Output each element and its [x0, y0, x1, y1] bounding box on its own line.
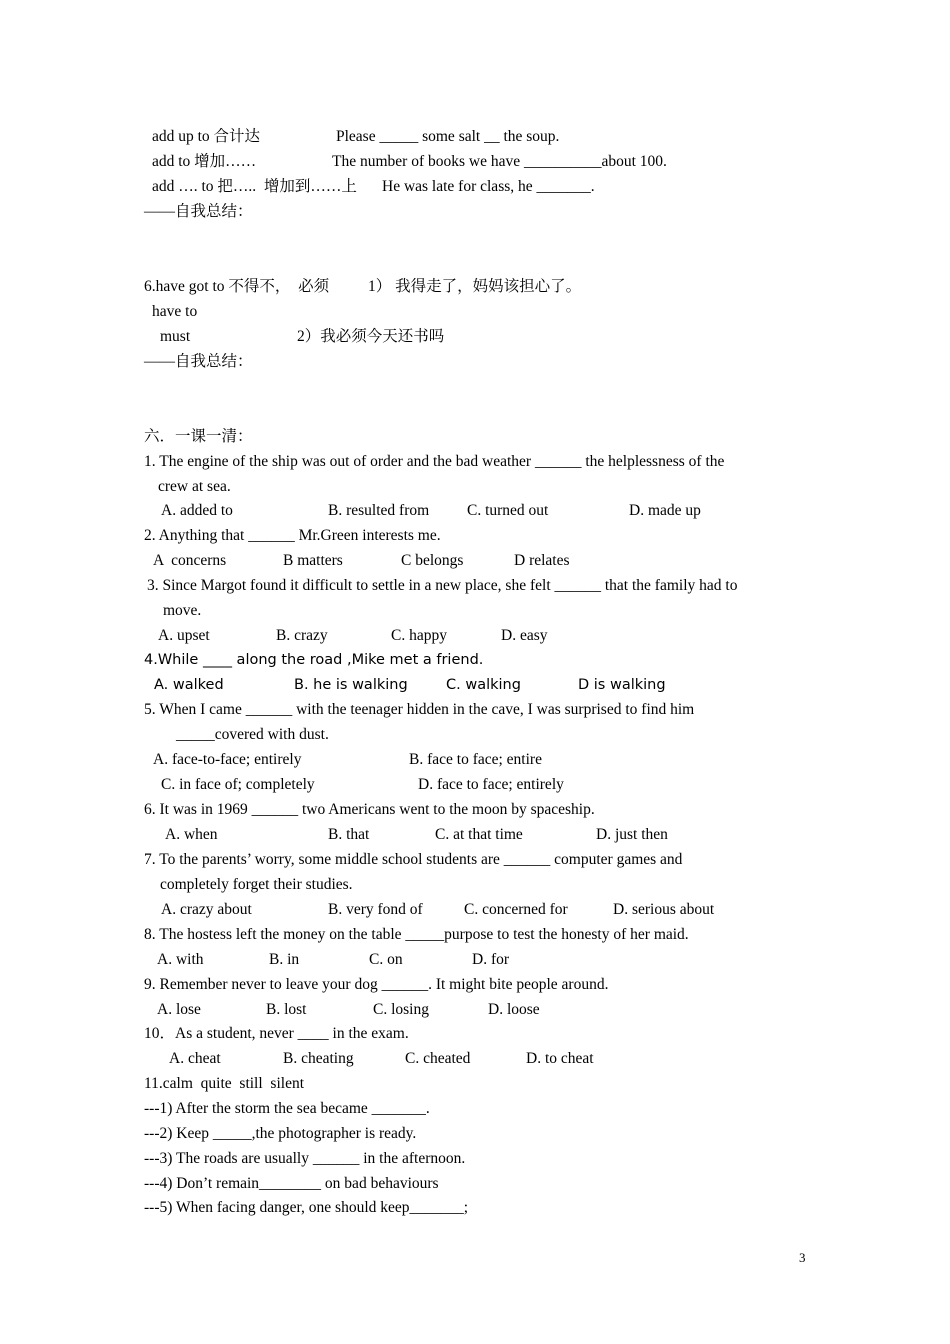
q11-item-4: ---4) Don’t remain________ on bad behaviours: [144, 1175, 439, 1192]
page-number: 3: [799, 1250, 806, 1265]
example-add-to: The number of books we have __________about 100.: [332, 153, 667, 170]
q6-option-a: A. when: [165, 826, 218, 843]
q4-option-d: D is walking: [578, 677, 666, 693]
q5-option-c: C. in face of; completely: [161, 776, 315, 793]
question-1-line-1: 1. The engine of the ship was out of order and the bad weather ______ the helplessness of the: [144, 453, 725, 470]
q5-option-a: A. face-to-face; entirely: [153, 751, 302, 768]
q3-option-d: D. easy: [501, 627, 548, 644]
q2-option-c: C belongs: [401, 552, 464, 569]
q11-item-2: ---2) Keep _____,the photographer is ready.: [144, 1125, 417, 1142]
q10-option-b: B. cheating: [283, 1050, 354, 1067]
have-got-to-example-1: 1） 我得走了，妈妈该担心了。: [368, 278, 582, 295]
q10-option-a: A. cheat: [169, 1050, 221, 1067]
question-1-line-2: crew at sea.: [158, 478, 231, 495]
q10-option-c: C. cheated: [405, 1050, 471, 1067]
q9-option-b: B. lost: [266, 1001, 307, 1018]
have-got-to-title: 6.have got to 不得不， 必须: [144, 278, 330, 295]
q7-option-b: B. very fond of: [328, 901, 423, 918]
question-9: 9. Remember never to leave your dog ______. It might bite people around.: [144, 976, 609, 993]
question-10: 10．As a student, never ____ in the exam.: [144, 1025, 409, 1042]
q2-option-a: A concerns: [153, 552, 227, 569]
q8-option-c: C. on: [369, 951, 403, 968]
q1-option-c: C. turned out: [467, 502, 549, 519]
question-11-word-bank: 11.calm quite still silent: [144, 1075, 305, 1092]
q6-option-b: B. that: [328, 826, 370, 843]
question-5-line-2: _____covered with dust.: [176, 726, 329, 743]
q3-option-c: C. happy: [391, 627, 447, 644]
q7-option-a: A. crazy about: [161, 901, 252, 918]
q11-item-3: ---3) The roads are usually ______ in the afternoon.: [144, 1150, 466, 1167]
question-7-line-1: 7. To the parents’ worry, some middle school students are ______ computer games and: [144, 851, 683, 868]
q2-option-d: D relates: [514, 552, 570, 569]
q11-item-5: ---5) When facing danger, one should keep_______;: [144, 1199, 469, 1216]
q11-item-1: ---1) After the storm the sea became _______.: [144, 1100, 430, 1117]
q1-option-b: B. resulted from: [328, 502, 430, 519]
q4-option-b: B. he is walking: [294, 677, 408, 693]
exercise-heading: 六．一课一清：: [144, 428, 253, 445]
q5-option-d: D. face to face; entirely: [418, 776, 564, 793]
q10-option-d: D. to cheat: [526, 1050, 594, 1067]
example-add-to-something: He was late for class, he _______.: [382, 178, 595, 195]
q9-option-a: A. lose: [157, 1001, 201, 1018]
q9-option-c: C. losing: [373, 1001, 429, 1018]
phrase-add-up-to: add up to 合计达: [152, 128, 261, 145]
q3-option-a: A. upset: [158, 627, 210, 644]
question-6: 6. It was in 1969 ______ two Americans went to the moon by spaceship.: [144, 801, 595, 818]
question-3-line-2: move.: [163, 602, 202, 619]
q9-option-d: D. loose: [488, 1001, 540, 1018]
q1-option-a: A. added to: [161, 502, 233, 519]
question-5-line-1: 5. When I came ______ with the teenager hidden in the cave, I was surprised to find him: [144, 701, 695, 718]
q2-option-b: B matters: [283, 552, 343, 569]
q6-option-d: D. just then: [596, 826, 668, 843]
q8-option-b: B. in: [269, 951, 300, 968]
self-summary-2: ——自我总结：: [144, 353, 253, 370]
q7-option-d: D. serious about: [613, 901, 715, 918]
have-to-item: have to: [152, 303, 198, 320]
example-add-up-to: Please _____ some salt __ the soup.: [336, 128, 560, 145]
q6-option-c: C. at that time: [435, 826, 523, 843]
q4-option-c: C. walking: [446, 677, 521, 693]
question-8: 8. The hostess left the money on the table _____purpose to test the honesty of her maid.: [144, 926, 689, 943]
question-4: 4.While ____ along the road ,Mike met a friend.: [144, 652, 484, 668]
question-3-line-1: 3. Since Margot found it difficult to settle in a new place, she felt ______ that the family had to: [147, 577, 738, 594]
must-item: must: [160, 328, 191, 345]
q3-option-b: B. crazy: [276, 627, 328, 644]
q8-option-a: A. with: [157, 951, 204, 968]
question-2: 2. Anything that ______ Mr.Green interests me.: [144, 527, 441, 544]
phrase-add-to-something: add …. to 把….. 增加到……上: [152, 178, 357, 195]
q5-option-b: B. face to face; entire: [409, 751, 542, 768]
phrase-add-to: add to 增加……: [152, 153, 257, 170]
have-got-to-example-2: 2）我必须今天还书吗: [297, 328, 445, 345]
q8-option-d: D. for: [472, 951, 510, 968]
question-7-line-2: completely forget their studies.: [160, 876, 353, 893]
q1-option-d: D. made up: [629, 502, 701, 519]
q4-option-a: A. walked: [154, 677, 224, 693]
q7-option-c: C. concerned for: [464, 901, 568, 918]
self-summary-1: ——自我总结：: [144, 203, 253, 220]
